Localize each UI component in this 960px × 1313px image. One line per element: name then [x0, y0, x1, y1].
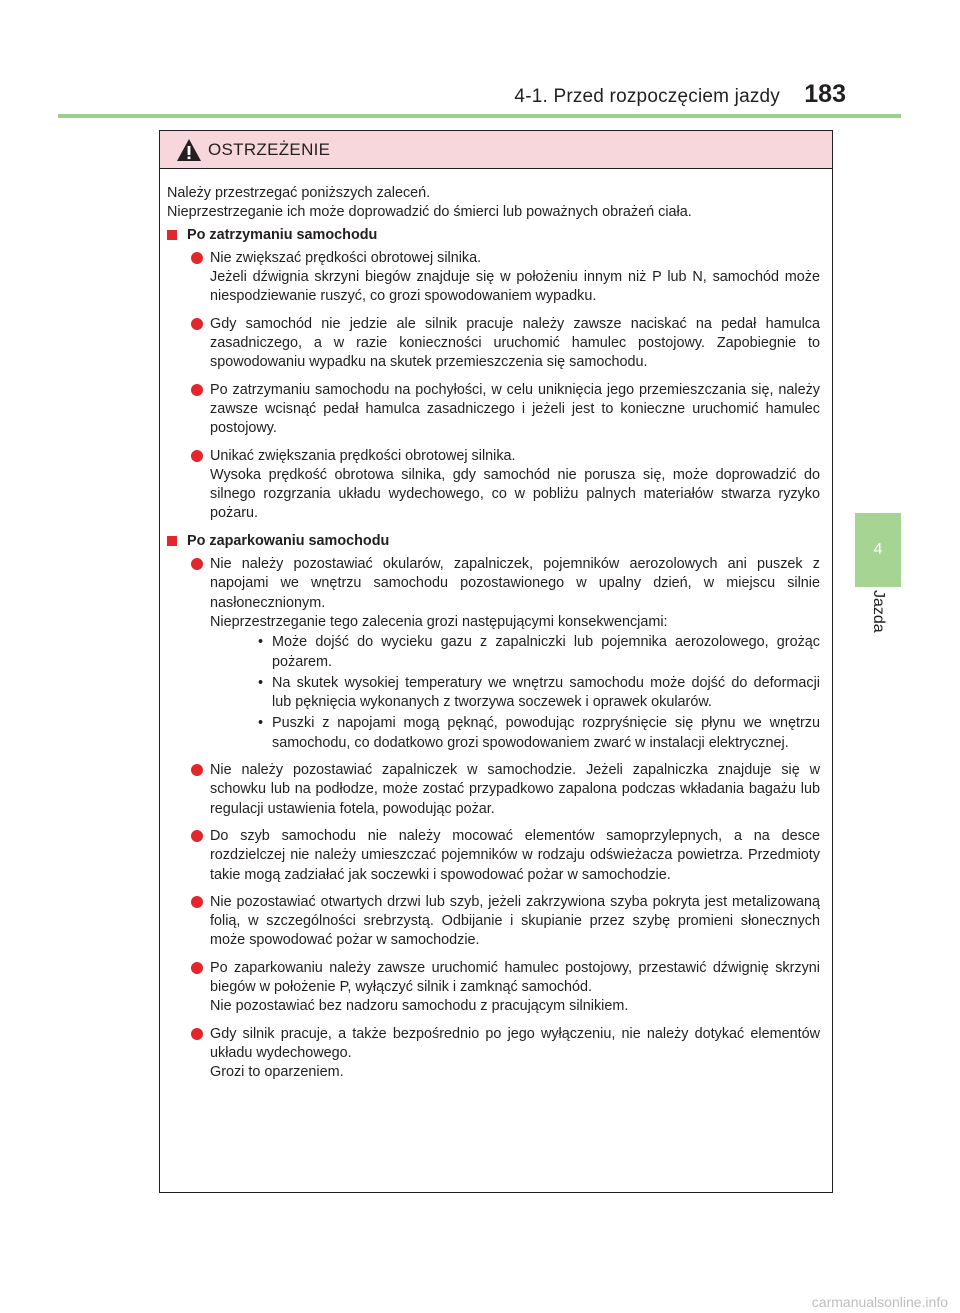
chapter-tab-label: Jazda	[870, 590, 887, 633]
list-item-text: Nie należy pozostawiać okularów, zapalniczek, pojemników aerozolowych ani puszek z napojami we wnętrzu samochodu pozostawionego w upalny dzień, w miejscu silnie nasłonecznionym.	[210, 556, 820, 611]
list-item-text: Po zatrzymaniu samochodu na pochyłości, w celu uniknięcia jego przemieszczania się, należy zawsze wcisnąć pedał hamulca zasadniczego i jeżeli jest to konieczne uruchomić hamulec postojowy.	[210, 381, 820, 437]
sub-list-item	[210, 674, 820, 713]
sub-list-item	[210, 633, 820, 672]
page-header-title: 4-1. Przed rozpoczęciem jazdy	[514, 86, 780, 107]
bullet-dot-icon	[191, 962, 203, 974]
bullet-dot-icon	[191, 318, 203, 330]
bullet-dot-icon	[191, 764, 203, 776]
bullet-dot-icon	[191, 558, 203, 570]
watermark: carmanualsonline.info	[811, 1294, 948, 1310]
bullet-dot-icon	[191, 1028, 203, 1040]
list-item-text: Po zaparkowaniu należy zawsze uruchomić hamulec postojowy, przestawić dźwignię skrzyni biegów w położenie P, wyłączyć silnik i zamknąć samochód.	[210, 959, 820, 995]
list-item	[167, 761, 820, 819]
list-item-text: Nieprzestrzeganie tego zalecenia grozi następującymi konsekwencjami:	[210, 613, 668, 630]
list-item-text: Nie zwiększać prędkości obrotowej silnika.	[210, 249, 482, 266]
list-item-text: Jeżeli dźwignia skrzyni biegów znajduje się w położeniu innym niż P lub N, samochód może niespodziewanie ruszyć, co grozi spowodowaniem wypadku.	[210, 269, 820, 305]
warning-title: OSTRZEŻENIE	[208, 139, 331, 159]
bullet-dot-icon	[191, 450, 203, 462]
list-item-text: Wysoka prędkość obrotowa silnika, gdy samochód nie porusza się, może doprowadzić do silnego rozgrzania układu wydechowego, co w pobliżu palnych materiałów stwarza ryzyko pożaru.	[210, 466, 820, 522]
list-item-text: Nie pozostawiać bez nadzoru samochodu z pracującym silnikiem.	[210, 998, 629, 1015]
chapter-tab-number: 4	[873, 541, 883, 558]
sub-list-item	[210, 714, 820, 753]
list-item	[167, 249, 820, 307]
section-square-icon	[167, 230, 177, 240]
warning-intro	[167, 184, 820, 223]
sub-bullet-icon: •	[258, 634, 264, 651]
list-item-text: Gdy silnik pracuje, a także bezpośrednio po jego wyłączeniu, nie należy dotykać elementów układu wydechowego.	[210, 1025, 820, 1061]
bullet-dot-icon	[191, 896, 203, 908]
list-item-text: Grozi to oparzeniem.	[210, 1064, 344, 1081]
sub-list-item-text: Puszki z napojami mogą pęknąć, powodując rozpryśnięcie się płynu we wnętrzu samochodu, co dodatkowo grozi spowodowaniem zwarć w instalacji elektrycznej.	[272, 715, 820, 751]
bullet-dot-icon	[191, 384, 203, 396]
section-heading	[167, 532, 820, 551]
bullet-dot-icon	[191, 830, 203, 842]
section-heading-text: Po zaparkowaniu samochodu	[187, 532, 390, 549]
list-item	[167, 555, 820, 753]
warning-header	[160, 131, 832, 169]
section-heading	[167, 226, 820, 245]
page-number: 183	[804, 80, 846, 108]
sub-list-item-text: Na skutek wysokiej temperatury we wnętrzu samochodu może dojść do deformacji lub pęknięcia wykonanych z tworzywa soczewek i oprawek okularów.	[272, 674, 820, 711]
list-item	[167, 1025, 820, 1083]
section-square-icon	[167, 536, 177, 546]
list-item	[167, 827, 820, 885]
warning-body	[160, 169, 832, 1082]
sub-bullet-icon: •	[258, 674, 264, 691]
list-item	[167, 315, 820, 373]
sub-list-item-text: Może dojść do wycieku gazu z zapalniczki lub pojemnika aerozolowego, grożąc pożarem.	[272, 634, 820, 670]
chapter-tab[interactable]	[855, 513, 901, 587]
list-item-text: Gdy samochód nie jedzie ale silnik pracuje należy zawsze naciskać na pedał hamulca zasadniczego, a w razie konieczności uruchomić hamulec postojowy. Zapobiegnie to spowodowaniu wypadku na skutek przemieszczenia się samochodu.	[210, 315, 820, 371]
list-item-text: Nie należy pozostawiać zapalniczek w samochodzie. Jeżeli zapalniczka znajduje się w schowku lub na podłodze, może zostać przypadkowo zapalona podczas wkładania bagażu lub regulacji ustawienia fotela, powodując pożar.	[210, 762, 820, 817]
list-item-text: Nie pozostawiać otwartych drzwi lub szyb, jeżeli zakrzywiona szyba pokryta jest metalizowaną folią, w szczególności srebrzystą. Odbijanie i skupianie przez szybę promieni słonecznych może spowodować pożar w samochodzie.	[210, 893, 820, 949]
list-item	[167, 381, 820, 439]
list-item	[167, 447, 820, 524]
warning-box	[159, 130, 833, 1193]
intro-line: Należy przestrzegać poniższych zaleceń.	[167, 185, 431, 201]
list-item-text: Unikać zwiększania prędkości obrotowej silnika.	[210, 447, 516, 464]
list-item	[167, 893, 820, 951]
list-item-text: Do szyb samochodu nie należy mocować elementów samoprzylepnych, a na desce rozdzielczej nie należy umieszczać pojemników w rodzaju odświeżacza powietrza. Przedmioty takie mogą zadziałać jak soczewki i spowodować pożar w samochodzie.	[210, 827, 820, 883]
header-divider	[58, 114, 901, 118]
bullet-dot-icon	[191, 252, 203, 264]
sub-bullet-icon: •	[258, 715, 264, 732]
list-item	[167, 959, 820, 1017]
warning-triangle-icon	[176, 138, 202, 162]
section-heading-text: Po zatrzymaniu samochodu	[187, 226, 378, 243]
intro-line: Nieprzestrzeganie ich może doprowadzić do śmierci lub poważnych obrażeń ciała.	[167, 204, 692, 221]
